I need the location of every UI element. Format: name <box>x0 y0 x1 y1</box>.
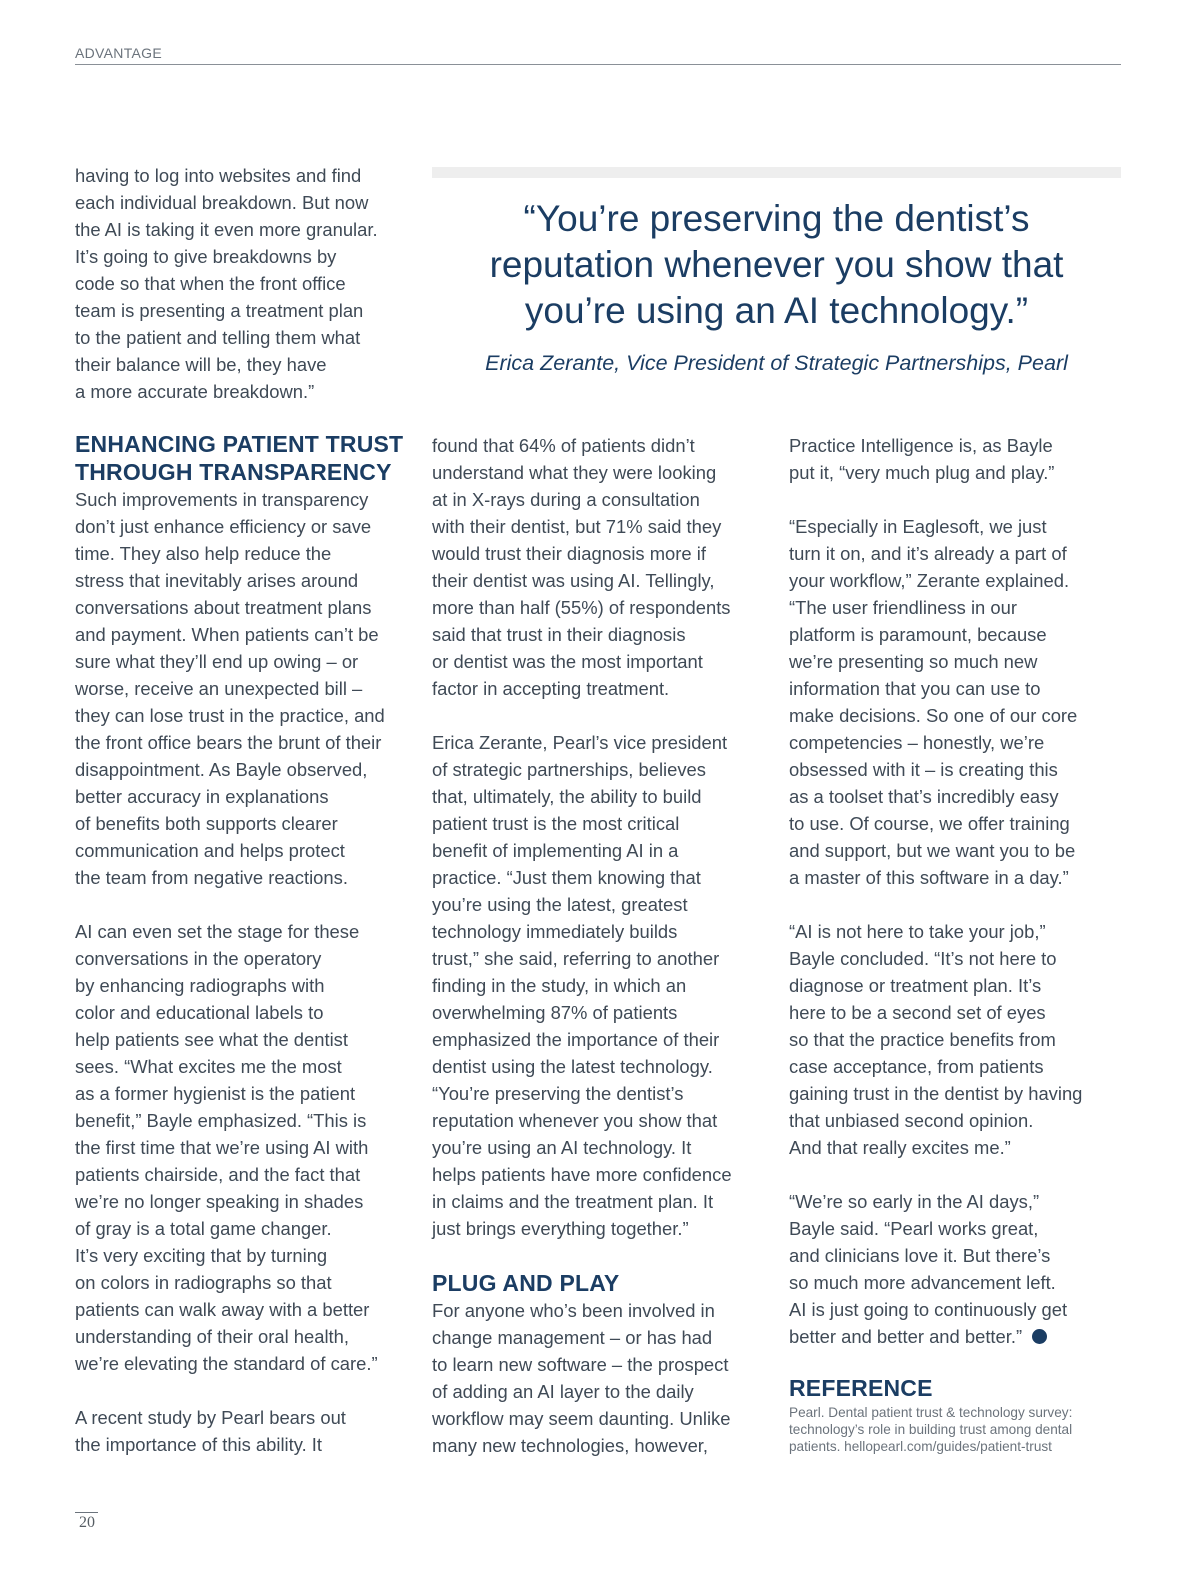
reference-heading: REFERENCE <box>789 1375 933 1401</box>
pull-quote-attribution: Erica Zerante, Vice President of Strategic Partnerships, Pearl <box>485 351 1068 375</box>
reference-text: Pearl. Dental patient trust & technology survey: technology’s role in building trust among dental patients. hellopearl.com/guides/patient-trust <box>789 1405 1073 1454</box>
column-a-intro <box>75 162 415 405</box>
pull-quote-bar <box>432 167 1121 178</box>
paragraph: For anyone who’s been involved in change management – or has had to learn new software – the prospect of adding an AI layer to the daily workflow may seem daunting. Unlike many new technologies, however, <box>432 1300 731 1456</box>
paragraph-final <box>789 1188 1129 1350</box>
reference-block <box>789 1374 1109 1455</box>
column-a <box>75 430 415 1458</box>
paragraph: A recent study by Pearl bears out the importance of this ability. It <box>75 1407 346 1455</box>
paragraph: Erica Zerante, Pearl’s vice president of strategic partnerships, believes that, ultimately, the ability to build patient trust is the most critical benefit of implementing AI in a practice. “Just them knowing that you’re using the latest, greatest technology immediately builds trust,” she said, referring to another finding in the study, in which an overwhelming 87% of patients emphasized the importance of their dentist using the latest technology. “You’re preserving the dentist’s reputation whenever you show that you’re using an AI technology. It helps patients have more confidence in claims and the treatment plan. It just brings everything together.” <box>432 732 732 1239</box>
header-rule <box>75 64 1121 65</box>
paragraph: “Especially in Eaglesoft, we just turn it on, and it’s already a part of your workflow,” Zerante explained. “The user friendliness in our platform is paramount, because we’re presenting so much new information that you can use to make decisions. So one of our core competencies – honestly, we’re obsessed with it – is creating this as a toolset that’s incredibly easy to use. Of course, we offer training and support, but we want you to be a master of this software in a day.” <box>789 516 1078 888</box>
column-b <box>432 432 772 1459</box>
section-label: ADVANTAGE <box>75 45 162 61</box>
page-number-rule <box>75 1512 98 1513</box>
paragraph: “AI is not here to take your job,” Bayle concluded. “It’s not here to diagnose or treatment plan. It’s here to be a second set of eyes so that the practice benefits from case acceptance, from patients gaining trust in the dentist by having that unbiased second opinion. And that really excites me.” <box>789 921 1083 1158</box>
paragraph-final-text: “We’re so early in the AI days,” Bayle said. “Pearl works great, and clinicians love it. But there’s so much more advancement left. AI is just going to continuously get better and better and better.” <box>789 1191 1068 1347</box>
paragraph: Such improvements in transparency don’t just enhance efficiency or save time. They also help reduce the stress that inevitably arises around conversations about treatment plans and payment. When patients can’t be sure what they’ll end up owing – or worse, receive an unexpected bill – they can lose trust in the practice, and the front office bears the brunt of their disappointment. As Bayle observed, better accuracy in explanations of benefits both supports clearer communication and helps protect the team from negative reactions. <box>75 489 385 888</box>
pull-quote: “You’re preserving the dentist’s reputation whenever you show that you’re using an AI technology.” <box>489 198 1064 331</box>
section-heading-enhancing-trust: ENHANCING PATIENT TRUST THROUGH TRANSPARENCY <box>75 431 404 485</box>
column-c <box>789 432 1129 1350</box>
paragraph: AI can even set the stage for these conversations in the operatory by enhancing radiographs with color and educational labels to help patients see what the dentist sees. “What excites me the most as a former hygienist is the patient benefit,” Bayle emphasized. “This is the first time that we’re using AI with patients chairside, and the fact that we’re no longer speaking in shades of gray is a total game changer. It’s very exciting that by turning on colors in radiographs so that patients can walk away with a better understanding of their oral health, we’re elevating the standard of care.” <box>75 921 378 1374</box>
section-heading-plug-and-play: PLUG AND PLAY <box>432 1270 620 1296</box>
end-of-article-dot-icon <box>1032 1329 1047 1344</box>
paragraph: found that 64% of patients didn’t understand what they were looking at in X-rays during a consultation with their dentist, but 71% said they would trust their diagnosis more if their dentist was using AI. Tellingly, more than half (55%) of respondents said that trust in their diagnosis or dentist was the most important factor in accepting treatment. <box>432 435 731 699</box>
paragraph: Practice Intelligence is, as Bayle put it, “very much plug and play.” <box>789 435 1055 483</box>
paragraph: having to log into websites and find each individual breakdown. But now the AI is taking it even more granular. It’s going to give breakdowns by code so that when the front office team is presenting a treatment plan to the patient and telling them what their balance will be, they have a more accurate breakdown.” <box>75 165 378 402</box>
page-number: 20 <box>79 1514 95 1531</box>
